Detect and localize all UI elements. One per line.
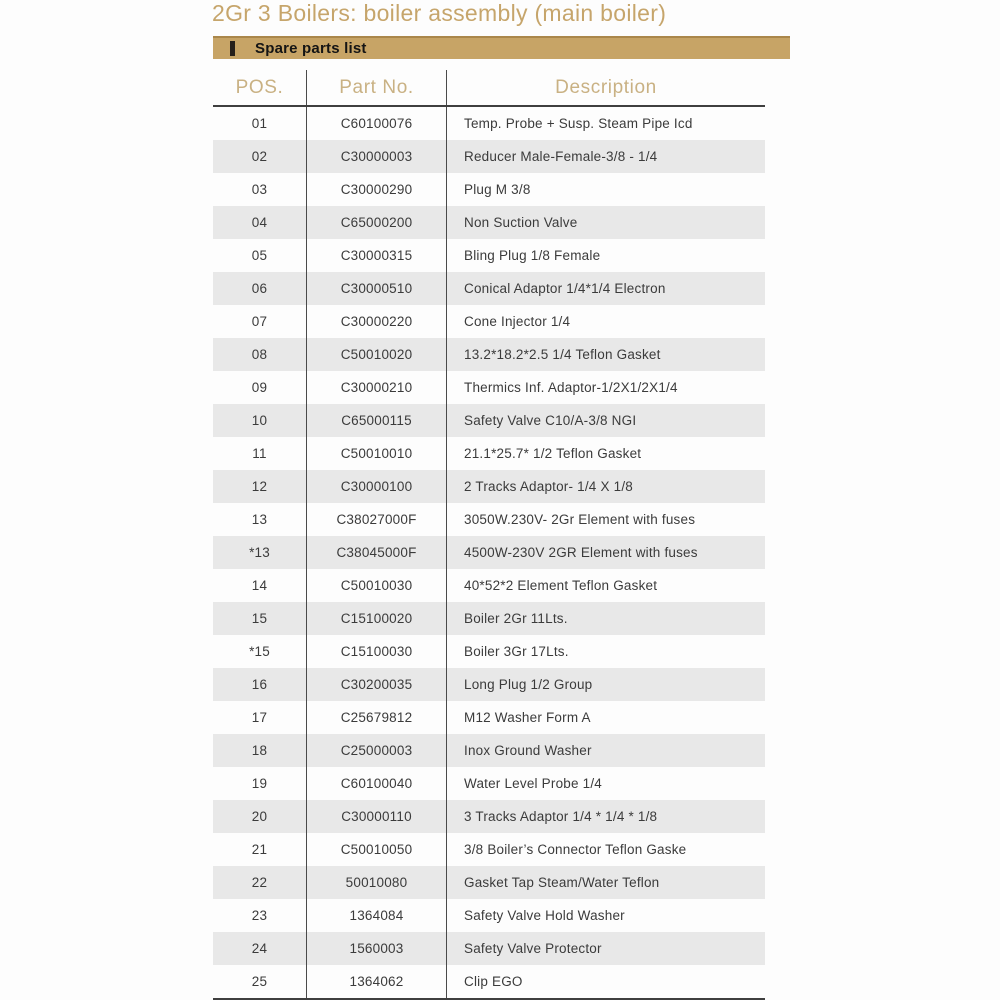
table-row bbox=[213, 932, 765, 965]
table-row bbox=[213, 800, 765, 833]
table-row bbox=[213, 965, 765, 998]
cell-part-no: C38045000F bbox=[307, 536, 447, 569]
cell-part-no: C30000110 bbox=[307, 800, 447, 833]
cell-part-no: C15100030 bbox=[307, 635, 447, 668]
table-row bbox=[213, 767, 765, 800]
cell-description: 3/8 Boiler’s Connector Teflon Gaske bbox=[464, 842, 687, 857]
cell-description: Safety Valve C10/A-3/8 NGI bbox=[464, 413, 637, 428]
cell-pos: 04 bbox=[213, 206, 307, 239]
cell-description: Reducer Male-Female-3/8 - 1/4 bbox=[464, 149, 658, 164]
cell-description: Clip EGO bbox=[464, 974, 523, 989]
cell-part-no: 1364084 bbox=[307, 899, 447, 932]
cell-pos: *13 bbox=[213, 536, 307, 569]
cell-part-no: C65000200 bbox=[307, 206, 447, 239]
table-row bbox=[213, 734, 765, 767]
cell-part-no: C25000003 bbox=[307, 734, 447, 767]
cell-pos: 03 bbox=[213, 173, 307, 206]
cell-part-no: C50010050 bbox=[307, 833, 447, 866]
cell-description: 13.2*18.2*2.5 1/4 Teflon Gasket bbox=[464, 347, 661, 362]
table-row bbox=[213, 140, 765, 173]
table-body bbox=[213, 107, 765, 1000]
cell-pos: 12 bbox=[213, 470, 307, 503]
cell-part-no: C30000210 bbox=[307, 371, 447, 404]
column-header-pos: POS. bbox=[213, 70, 307, 105]
cell-part-no: C30000510 bbox=[307, 272, 447, 305]
table-row bbox=[213, 602, 765, 635]
cell-pos: 16 bbox=[213, 668, 307, 701]
page-title: 2Gr 3 Boilers: boiler assembly (main boiler) bbox=[212, 0, 667, 26]
table-row bbox=[213, 833, 765, 866]
table-row bbox=[213, 338, 765, 371]
cell-part-no: C25679812 bbox=[307, 701, 447, 734]
cell-description: Boiler 2Gr 11Lts. bbox=[464, 611, 568, 626]
cell-description: 2 Tracks Adaptor- 1/4 X 1/8 bbox=[464, 479, 633, 494]
cell-description: 40*52*2 Element Teflon Gasket bbox=[464, 578, 658, 593]
cell-pos: 09 bbox=[213, 371, 307, 404]
table-row bbox=[213, 503, 765, 536]
table-row bbox=[213, 536, 765, 569]
cell-pos: 20 bbox=[213, 800, 307, 833]
cell-description: Inox Ground Washer bbox=[464, 743, 592, 758]
column-header-part-no: Part No. bbox=[307, 70, 447, 105]
cell-part-no: C50010030 bbox=[307, 569, 447, 602]
spare-parts-table bbox=[213, 59, 765, 1000]
table-row bbox=[213, 668, 765, 701]
cell-description: Temp. Probe + Susp. Steam Pipe Icd bbox=[464, 116, 693, 131]
cell-description: Cone Injector 1/4 bbox=[464, 314, 571, 329]
spare-parts-banner bbox=[213, 36, 790, 59]
cell-part-no: C30200035 bbox=[307, 668, 447, 701]
cell-pos: *15 bbox=[213, 635, 307, 668]
cell-description: 3050W.230V- 2Gr Element with fuses bbox=[464, 512, 696, 527]
cell-pos: 05 bbox=[213, 239, 307, 272]
table-row bbox=[213, 899, 765, 932]
cell-pos: 14 bbox=[213, 569, 307, 602]
cell-pos: 11 bbox=[213, 437, 307, 470]
cell-pos: 07 bbox=[213, 305, 307, 338]
cell-pos: 06 bbox=[213, 272, 307, 305]
table-row bbox=[213, 866, 765, 899]
table-row bbox=[213, 239, 765, 272]
cell-part-no: C15100020 bbox=[307, 602, 447, 635]
cell-description: 4500W-230V 2GR Element with fuses bbox=[464, 545, 698, 560]
cell-pos: 17 bbox=[213, 701, 307, 734]
table-row bbox=[213, 272, 765, 305]
cell-pos: 24 bbox=[213, 932, 307, 965]
table-row bbox=[213, 404, 765, 437]
cell-pos: 10 bbox=[213, 404, 307, 437]
table-row bbox=[213, 107, 765, 140]
table-row bbox=[213, 371, 765, 404]
cell-part-no: C60100076 bbox=[307, 107, 447, 140]
cell-description: Water Level Probe 1/4 bbox=[464, 776, 603, 791]
cell-description: 3 Tracks Adaptor 1/4 * 1/4 * 1/8 bbox=[464, 809, 658, 824]
cell-pos: 13 bbox=[213, 503, 307, 536]
table-row bbox=[213, 173, 765, 206]
cell-description: Gasket Tap Steam/Water Teflon bbox=[464, 875, 660, 890]
cell-pos: 01 bbox=[213, 107, 307, 140]
cell-description: Non Suction Valve bbox=[464, 215, 578, 230]
cell-part-no: 1364062 bbox=[307, 965, 447, 998]
cell-part-no: 50010080 bbox=[307, 866, 447, 899]
cell-pos: 25 bbox=[213, 965, 307, 998]
cell-pos: 18 bbox=[213, 734, 307, 767]
table-row bbox=[213, 305, 765, 338]
cell-description: Plug M 3/8 bbox=[464, 182, 531, 197]
cell-part-no: C30000003 bbox=[307, 140, 447, 173]
cell-part-no: C50010020 bbox=[307, 338, 447, 371]
cell-description: Safety Valve Protector bbox=[464, 941, 602, 956]
table-header-row bbox=[213, 70, 765, 107]
cell-pos: 23 bbox=[213, 899, 307, 932]
cell-pos: 22 bbox=[213, 866, 307, 899]
cell-description: Conical Adaptor 1/4*1/4 Electron bbox=[464, 281, 666, 296]
cell-part-no: C60100040 bbox=[307, 767, 447, 800]
cell-pos: 21 bbox=[213, 833, 307, 866]
cell-description: Thermics Inf. Adaptor-1/2X1/2X1/4 bbox=[464, 380, 678, 395]
cell-description: Bling Plug 1/8 Female bbox=[464, 248, 601, 263]
banner-tick-bar bbox=[230, 41, 235, 56]
cell-part-no: C30000290 bbox=[307, 173, 447, 206]
cell-pos: 19 bbox=[213, 767, 307, 800]
cell-description: Safety Valve Hold Washer bbox=[464, 908, 625, 923]
table-row bbox=[213, 701, 765, 734]
table-row bbox=[213, 635, 765, 668]
cell-part-no: 1560003 bbox=[307, 932, 447, 965]
cell-description: 21.1*25.7* 1/2 Teflon Gasket bbox=[464, 446, 642, 461]
banner-label: Spare parts list bbox=[255, 40, 367, 57]
cell-description: Long Plug 1/2 Group bbox=[464, 677, 593, 692]
table-row bbox=[213, 206, 765, 239]
cell-part-no: C30000315 bbox=[307, 239, 447, 272]
cell-part-no: C50010010 bbox=[307, 437, 447, 470]
table-row bbox=[213, 437, 765, 470]
cell-description: M12 Washer Form A bbox=[464, 710, 591, 725]
cell-part-no: C30000100 bbox=[307, 470, 447, 503]
cell-part-no: C38027000F bbox=[307, 503, 447, 536]
table-row bbox=[213, 569, 765, 602]
cell-pos: 02 bbox=[213, 140, 307, 173]
cell-pos: 08 bbox=[213, 338, 307, 371]
column-header-description: Description bbox=[555, 76, 657, 98]
cell-part-no: C65000115 bbox=[307, 404, 447, 437]
cell-pos: 15 bbox=[213, 602, 307, 635]
cell-part-no: C30000220 bbox=[307, 305, 447, 338]
table-row bbox=[213, 470, 765, 503]
cell-description: Boiler 3Gr 17Lts. bbox=[464, 644, 569, 659]
